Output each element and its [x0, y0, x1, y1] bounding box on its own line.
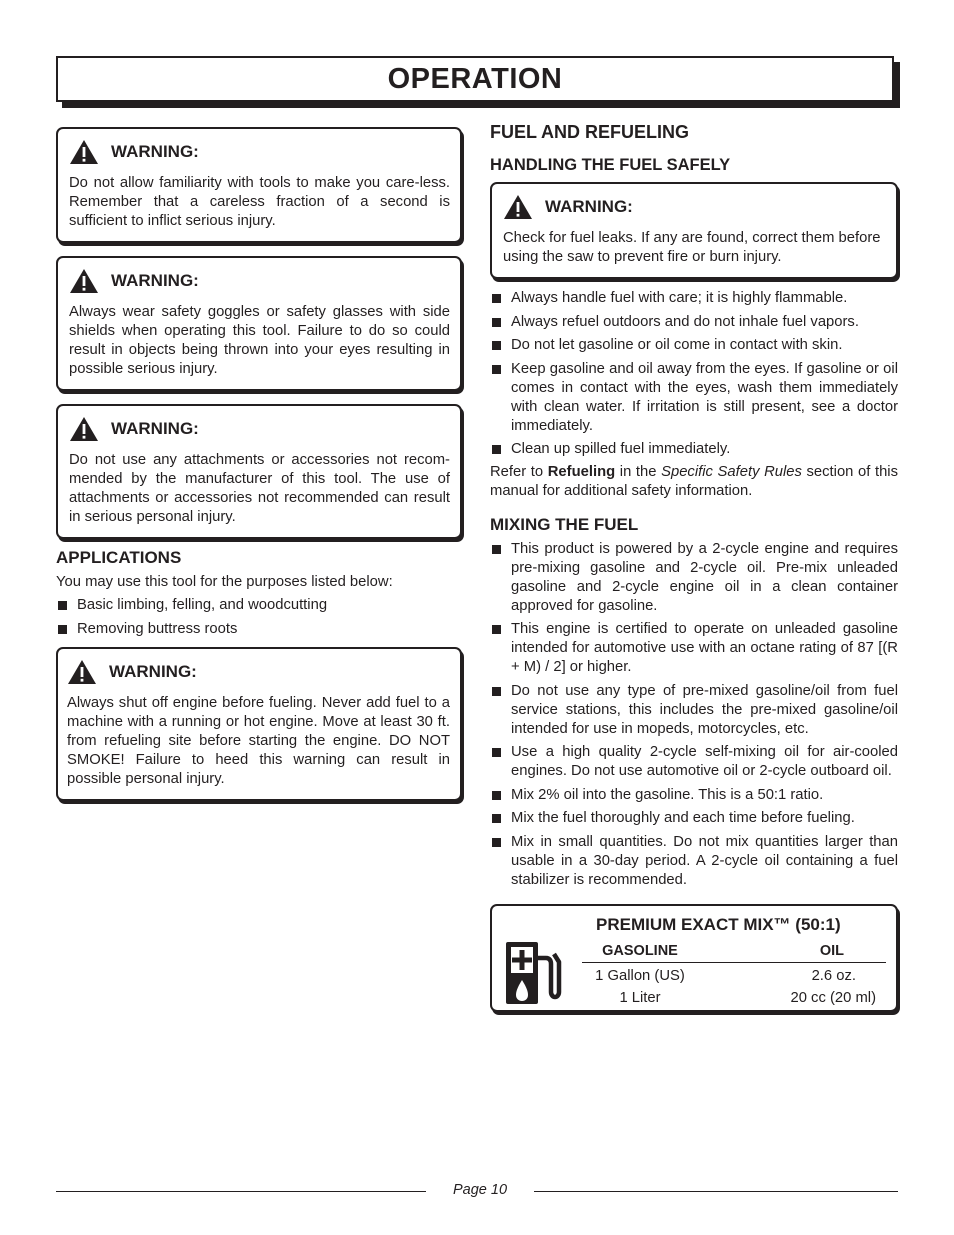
warning-text: Do not allow familiarity with tools to make you care-less. Remember that a careless fraction of a second is sufficient to inflict serious injury. [69, 175, 450, 229]
refer-text: Refer to [490, 463, 548, 480]
page-number: Page 10 [452, 1182, 508, 1198]
warning-triangle-icon [67, 659, 97, 685]
list-item: Basic limbing, felling, and woodcutting [56, 596, 462, 615]
page-title: OPERATION [387, 62, 563, 95]
table-row [582, 987, 886, 1009]
warning-box [56, 647, 462, 801]
warning-triangle-icon [69, 268, 99, 294]
table-header-row [582, 940, 886, 963]
warning-title: WARNING: [109, 661, 197, 681]
list-item: Mix in small quantities. Do not mix quantities larger than usable in a 30-day period. A 2-cycle oil containing a fuel stabilizer is recommended. [490, 833, 898, 890]
right-column [490, 122, 898, 1012]
mix-title: PREMIUM EXACT MIX™ (50:1) [596, 914, 841, 934]
refer-italic: Specific Safety Rules [661, 463, 802, 480]
left-column [56, 122, 462, 801]
list-item: Keep gasoline and oil away from the eyes. If gasoline or oil comes in contact with the eyes, wash them immediately with clean water. If irritation is still present, see a doctor immediately. [490, 360, 898, 436]
warning-triangle-icon [69, 416, 99, 442]
applications-intro: You may use this tool for the purposes listed below: [56, 574, 393, 590]
warning-triangle-icon [503, 194, 533, 220]
warning-text: Always wear safety goggles or safety glasses with side shields when operating this tool. Failure to do so could result in objects being thrown into your eyes resulting in possible serious injury. [69, 304, 450, 377]
mixing-heading: MIXING THE FUEL [490, 514, 639, 534]
warning-box [56, 256, 462, 391]
warning-triangle-icon [69, 139, 99, 165]
col-oil-header: OIL [819, 942, 844, 959]
table-row [582, 965, 886, 987]
list-item: This engine is certified to operate on unleaded gasoline intended for automotive use with an octane rating of 87 [(R + M) / 2] or higher. [490, 620, 898, 677]
list-item: Use a high quality 2-cycle self-mixing oil for air-cooled engines. Do not use automotive oil or 2-cycle outboard oil. [490, 743, 898, 781]
warning-text: Check for fuel leaks. If any are found, correct them before using the saw to prevent fire or burn injury. [503, 230, 881, 265]
footer-rule [56, 1191, 426, 1192]
refer-paragraph [490, 463, 898, 501]
warning-title: WARNING: [111, 419, 199, 438]
list-item: Always refuel outdoors and do not inhale fuel vapors. [490, 313, 898, 332]
refer-text: section of this manual for additional safety information. [490, 463, 898, 499]
warning-box [56, 127, 462, 243]
footer-rule [534, 1191, 898, 1192]
gasoline-cell: 1 Liter [619, 989, 661, 1006]
list-item: Clean up spilled fuel immediately. [490, 440, 898, 459]
fuel-pump-icon [504, 940, 564, 1006]
oil-cell: 2.6 oz. [811, 967, 856, 984]
warning-title: WARNING: [111, 142, 199, 161]
warning-title: WARNING: [111, 271, 199, 290]
list-item: This product is powered by a 2-cycle engine and requires pre-mixing gasoline and 2-cycle oil. Pre-mix unleaded gasoline and 2-cycle engine oil in a clean container approved for gasoline. [490, 540, 898, 616]
mixing-list [490, 540, 898, 890]
mix-table-box [490, 904, 898, 1012]
list-item: Mix the fuel thoroughly and each time before fueling. [490, 809, 898, 828]
list-item: Always handle fuel with care; it is highly flammable. [490, 289, 898, 308]
refer-bold: Refueling [547, 463, 616, 480]
list-item: Do not let gasoline or oil come in contact with skin. [490, 336, 898, 355]
handling-list [490, 289, 898, 459]
handling-heading: HANDLING THE FUEL SAFELY [490, 156, 731, 174]
oil-cell: 20 cc (20 ml) [790, 989, 876, 1006]
applications-heading: APPLICATIONS [56, 548, 182, 567]
list-item: Removing buttress roots [56, 620, 462, 639]
list-item: Do not use any type of pre-mixed gasoline/oil from fuel service stations, this includes the pre-mixed gasoline/oil intended for use in mopeds, motorcycles, etc. [490, 682, 898, 739]
applications-list [56, 596, 462, 639]
gasoline-cell: 1 Gallon (US) [595, 967, 685, 984]
page-footer [56, 1181, 898, 1201]
warning-text: Do not use any attachments or accessories not recom-mended by the manufacturer of this tool. The use of attachments or accessories not recommended can result in serious personal injury. [69, 452, 450, 525]
warning-title: WARNING: [545, 197, 633, 216]
warning-box [56, 404, 462, 539]
warning-text: Always shut off engine before fueling. Never add fuel to a machine with a running or hot engine. Move at least 30 ft. from refueling site before starting the engine. DO NOT SMOKE! Failure to heed this warning can result in possible personal injury. [67, 694, 450, 787]
refer-text: in the [615, 463, 662, 480]
section-header [56, 56, 894, 102]
fuel-heading: FUEL AND REFUELING [490, 122, 690, 142]
col-gasoline-header: GASOLINE [602, 942, 678, 959]
list-item: Mix 2% oil into the gasoline. This is a 50:1 ratio. [490, 786, 898, 805]
mix-table [582, 940, 886, 1009]
warning-box [490, 182, 898, 279]
